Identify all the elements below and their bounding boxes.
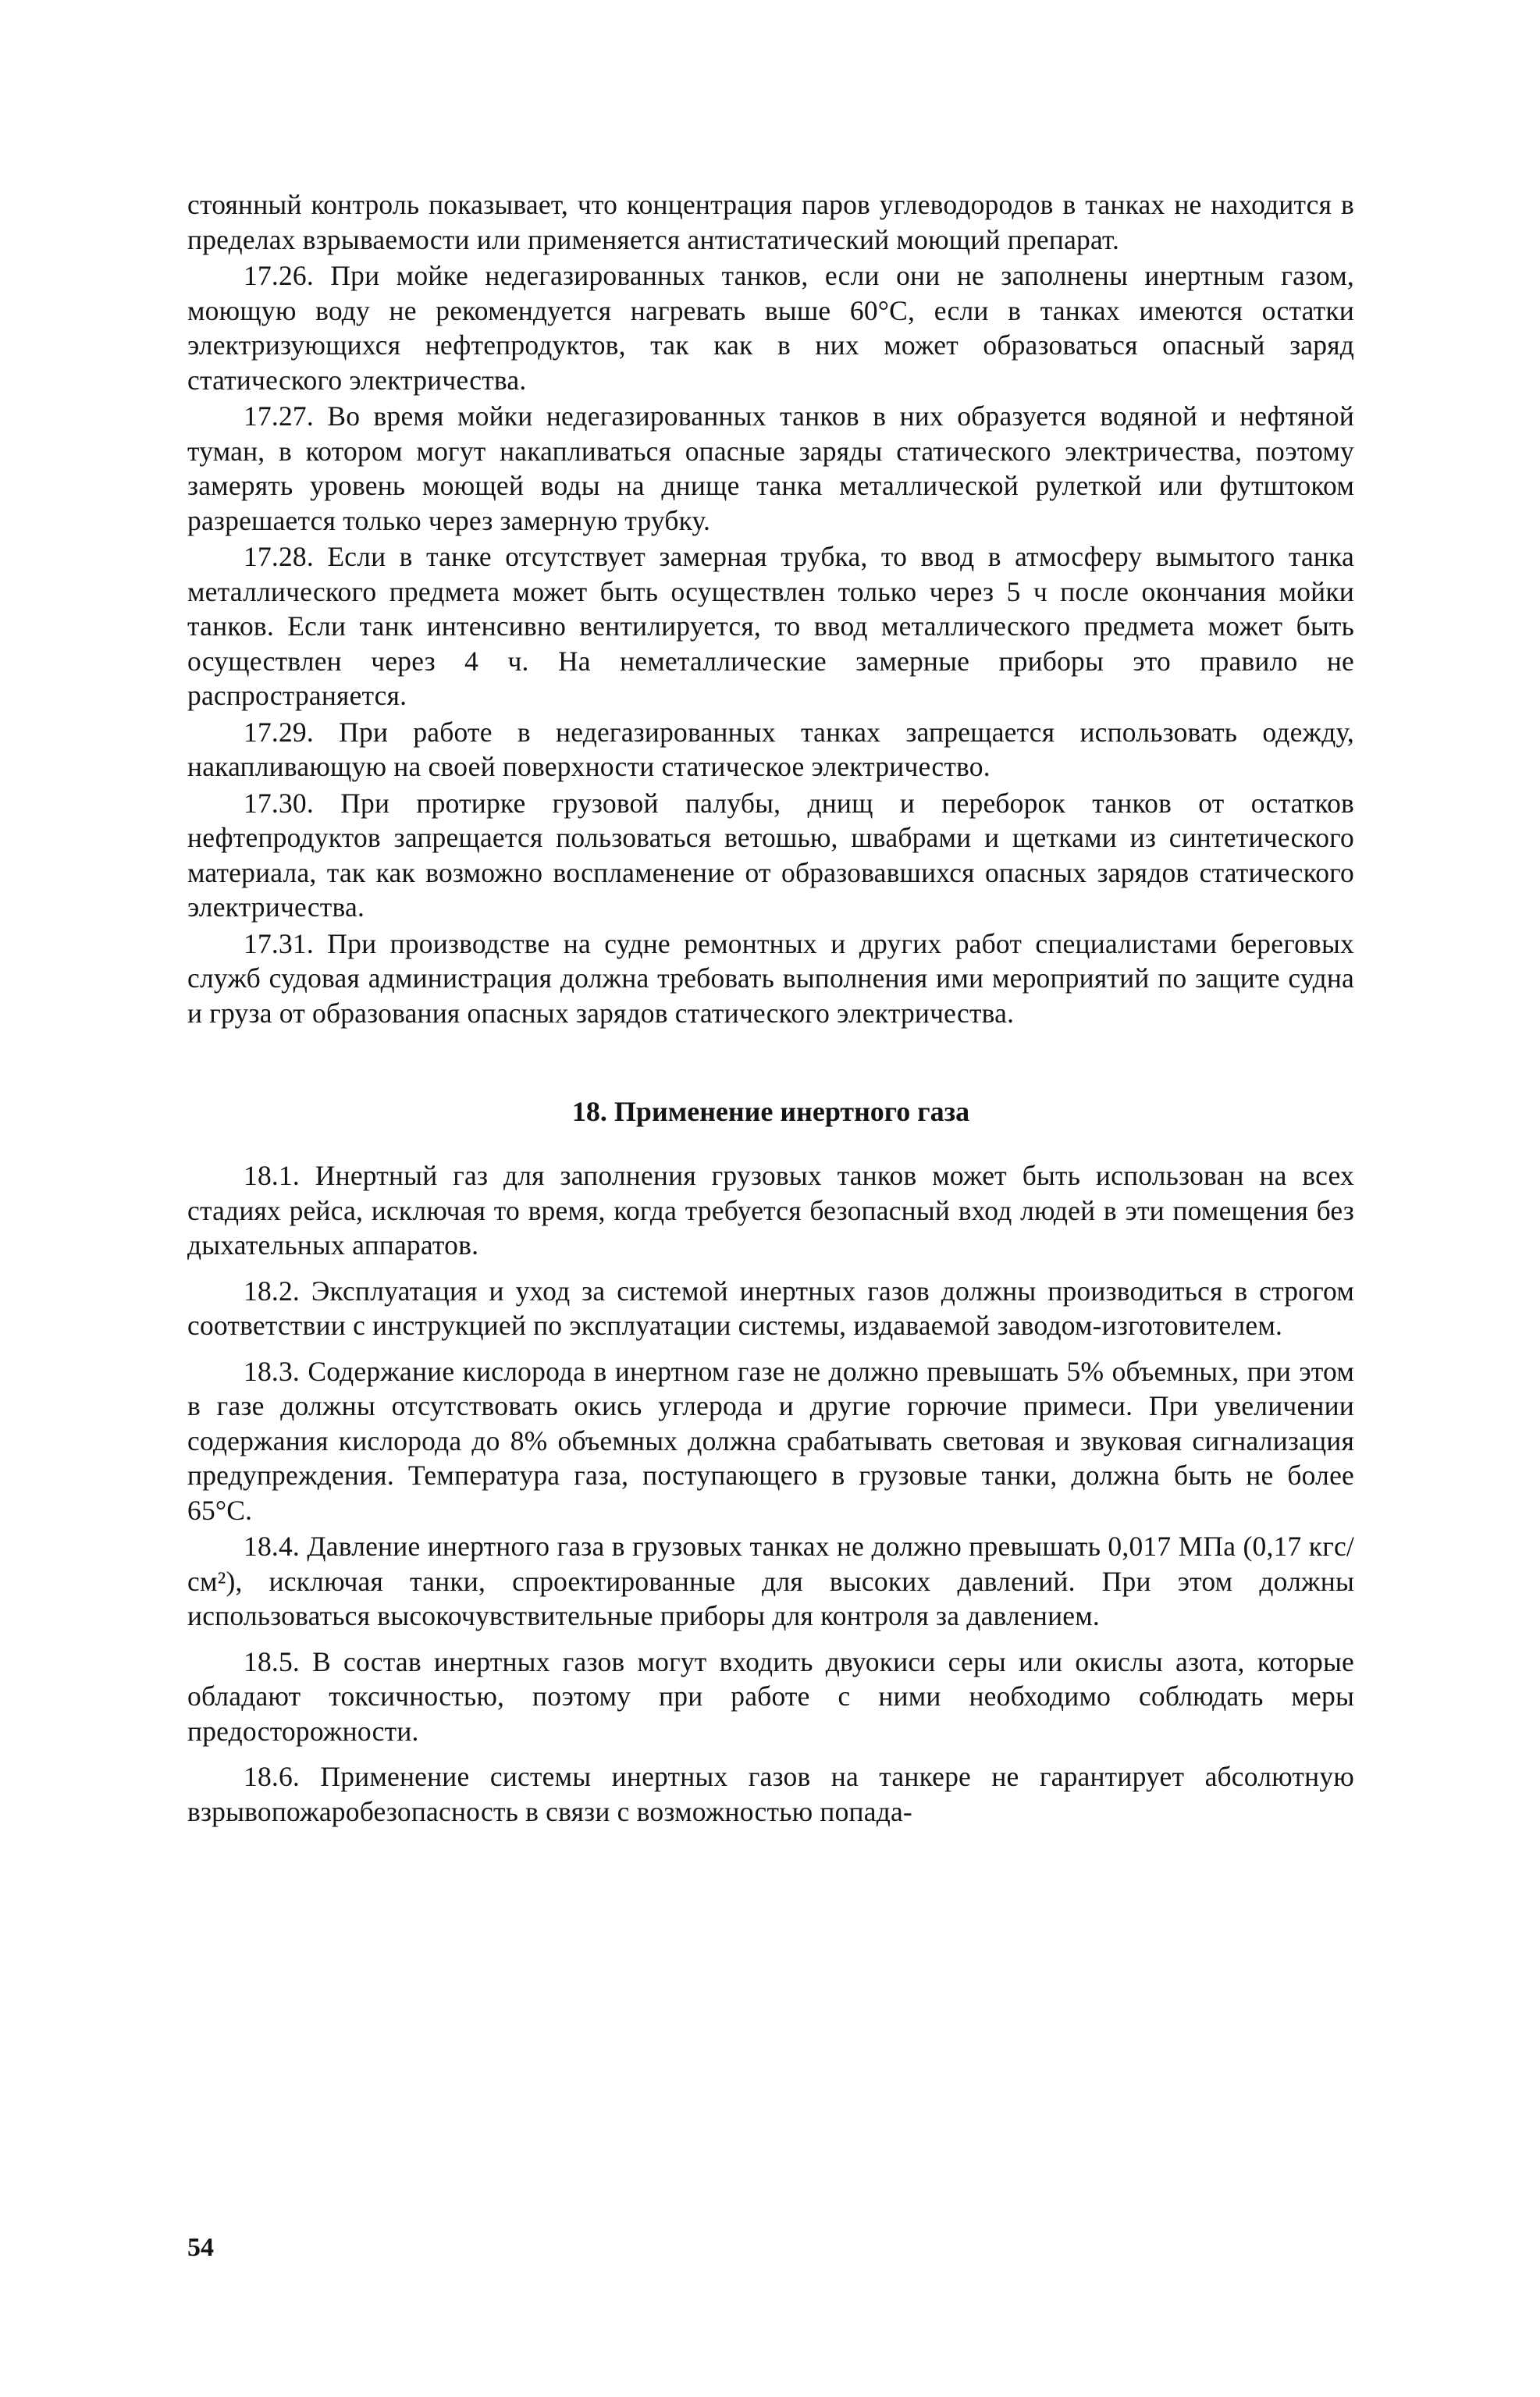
paragraph-continuation: стоянный контроль показывает, что концентрация паров углеводородов в танках не находится в пределах взрываемости или применяется антистатический моющий препарат. <box>187 189 1354 255</box>
paragraph-18-5: 18.5. В состав инертных газов могут входить двуокиси серы или окислы азота, которые обладают токсичностью, поэтому при работе с ними необходимо соблюдать меры предосторожности. <box>187 1645 1354 1747</box>
paragraph-17-26: 17.26. При мойке недегазированных танков, если они не заполнены инертным газом, моющую воду не рекомендуется нагревать выше 60°С, если в танках имеются остатки электризующихся нефтепродуктов, так как в них может образоваться опасный заряд статического электричества. <box>187 260 1354 396</box>
paragraph-17-30: 17.30. При протирке грузовой палубы, днищ и переборок танков от остатков нефтепродуктов запрещается пользоваться ветошью, швабрами и щетками из синтетического материала, так как возможно воспламенение от образовавшихся опасных зарядов статического электричества. <box>187 787 1354 923</box>
paragraph-18-4: 18.4. Давление инертного газа в грузовых танках не должно превышать 0,017 МПа (0,17 кгс/см²), исключая танки, спроектированные для высоких давлений. При этом должны использоваться высокочувствительные приборы для контроля за давлением. <box>187 1531 1354 1631</box>
paragraph-17-27: 17.27. Во время мойки недегазированных танков в них образуется водяной и нефтяной туман, в котором могут накапливаться опасные заряды статического электричества, поэтому замерять уровень моющей воды на днище танка металлической рулеткой или футштоком разрешается только через замерную трубку. <box>187 400 1354 536</box>
paragraph-17-31: 17.31. При производстве на судне ремонтных и других работ специалистами береговых служб судовая администрация должна требовать выполнения ими мероприятий по защите судна и груза от образования опасных зарядов статического электричества. <box>187 927 1354 1029</box>
paragraph-17-29: 17.29. При работе в недегазированных танках запрещается использовать одежду, накапливающую на своей поверхности статическое электричество. <box>187 716 1354 782</box>
paragraph-18-3: 18.3. Содержание кислорода в инертном газе не должно превышать 5% объемных, при этом в газе должны отсутствовать окись углерода и другие горючие примеси. При увеличении содержания кислорода до 8% объемных должна срабатывать световая и звуковая сигнализация предупреждения. Температура газа, поступающего в грузовые танки, должна быть не более 65°С. <box>187 1355 1354 1526</box>
section-18-body <box>187 1158 1354 1829</box>
section-heading: 18. Применение инертного газа <box>571 1096 970 1127</box>
document-page <box>187 187 1354 1829</box>
paragraph-18-2: 18.2. Эксплуатация и уход за системой инертных газов должны производиться в строгом соответствии с инструкцией по эксплуатации системы, издаваемой заводом-изготовителем. <box>187 1275 1354 1341</box>
paragraph-17-28: 17.28. Если в танке отсутствует замерная трубка, то ввод в атмосферу вымытого танка металлического предмета может быть осуществлен только через 5 ч после окончания мойки танков. Если танк интенсивно вентилируется, то ввод металлического предмета может быть осуществлен через 4 ч. На неметаллические замерные приборы это правило не распространяется. <box>187 541 1354 711</box>
page-number: 54 <box>187 2233 214 2262</box>
paragraph-18-1: 18.1. Инертный газ для заполнения грузовых танков может быть использован на всех стадиях рейса, исключая то время, когда требуется безопасный вход людей в эти помещения без дыхательных аппаратов. <box>187 1160 1354 1261</box>
section-17-body <box>187 187 1354 1030</box>
paragraph-18-6: 18.6. Применение системы инертных газов на танкере не гарантирует абсолютную взрывопожаробезопасность в связи с возможностью попада- <box>187 1761 1354 1827</box>
